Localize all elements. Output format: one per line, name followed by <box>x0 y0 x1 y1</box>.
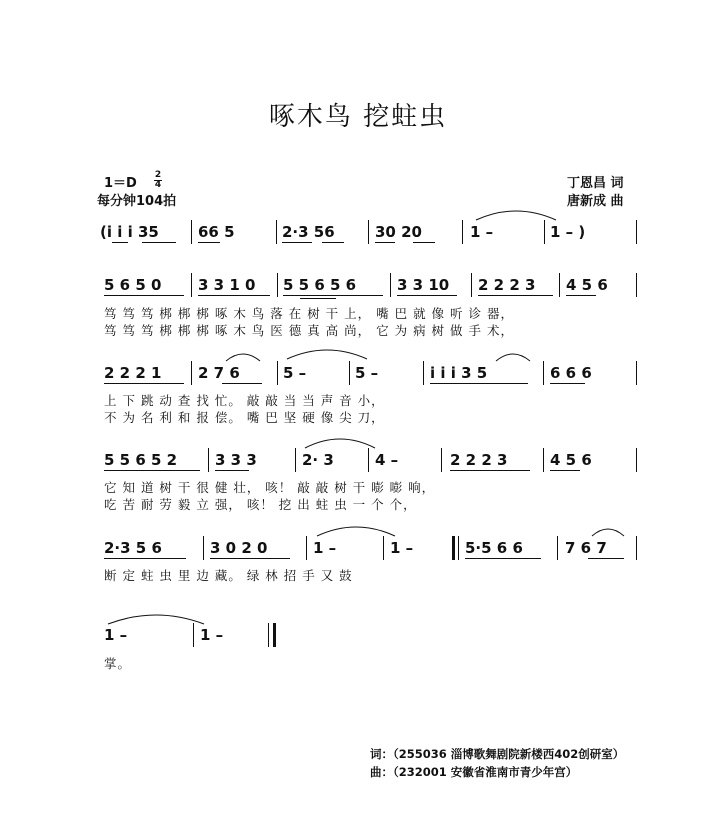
barline <box>543 448 544 472</box>
barline <box>636 448 637 472</box>
measure: 3 3 3 <box>215 451 257 469</box>
barline <box>636 361 637 385</box>
measure: 4 – <box>375 451 399 469</box>
barline <box>276 220 277 244</box>
lyric-line-1: 笃 笃 笃 梆 梆 梆 啄 木 鸟 落 在 树 干 上， 嘴 巴 就 像 听 诊 器， <box>104 306 514 321</box>
barline <box>368 220 369 244</box>
composer-address: 曲：（232001 安徽省淮南市青少年宫） <box>370 765 578 779</box>
measure: 5 – <box>283 364 307 382</box>
lyric-line-1: 上 下 跳 动 查 找 忙。 敲 敲 当 当 声 音 小， <box>104 393 385 408</box>
barline <box>208 448 209 472</box>
measure: 30 20 <box>375 223 422 241</box>
barline <box>277 273 278 297</box>
underline <box>566 295 596 296</box>
lyricist-credit: 丁恩昌 词 <box>567 176 624 191</box>
time-sig-bottom: 4 <box>154 180 162 190</box>
measure: 2· 3 <box>302 451 334 469</box>
measure: 1 – <box>104 626 128 644</box>
underline <box>215 470 249 471</box>
underline <box>375 242 395 243</box>
measure: 2 2 2 3 <box>478 276 536 294</box>
barline <box>277 361 278 385</box>
measure: 3 0 2 0 <box>210 539 268 557</box>
measure: 1 – ) <box>550 223 586 241</box>
tie <box>476 206 556 222</box>
barline <box>349 361 350 385</box>
barline <box>458 536 459 560</box>
underline <box>465 558 541 559</box>
measure: 2 7 6 <box>198 364 240 382</box>
measure: 4 5 6 <box>550 451 592 469</box>
slur <box>496 350 530 362</box>
measure: 66 5 <box>198 223 235 241</box>
lyric-line-1: 断 定 蛀 虫 里 边 藏。 绿 林 招 手 又 鼓 <box>104 568 353 583</box>
underline <box>300 298 336 299</box>
tempo-marking: 每分钟104拍 <box>97 194 177 209</box>
barline <box>295 448 296 472</box>
barline <box>268 623 269 647</box>
barline <box>544 220 545 244</box>
measure: 2 2 2 3 <box>450 451 508 469</box>
measure: 4 5 6 <box>566 276 608 294</box>
underline <box>112 242 128 243</box>
song-title: 啄木鸟 挖蛀虫 <box>268 102 448 132</box>
barline <box>191 220 192 244</box>
barline <box>306 536 307 560</box>
underline <box>283 295 383 296</box>
tie <box>317 522 395 538</box>
measure: 5·5 6 6 <box>465 539 523 557</box>
barline <box>557 536 558 560</box>
lyric-line-1: 掌。 <box>104 656 132 671</box>
measure: 6 6 6 <box>550 364 592 382</box>
underline <box>222 383 262 384</box>
barline <box>368 448 369 472</box>
underline <box>210 558 290 559</box>
lyric-line-2: 不 为 名 利 和 报 偿。 嘴 巴 坚 硬 像 尖 刀， <box>104 410 385 425</box>
barline <box>471 273 472 297</box>
barline <box>203 536 204 560</box>
time-signature <box>154 171 162 189</box>
underline <box>450 470 530 471</box>
underline <box>413 242 435 243</box>
barline <box>191 361 192 385</box>
underline <box>322 242 344 243</box>
measure: (i i i 35 <box>100 223 159 241</box>
barline <box>543 361 544 385</box>
tie <box>287 345 367 361</box>
underline <box>104 558 186 559</box>
underline <box>550 383 585 384</box>
barline <box>191 273 192 297</box>
measure: 7 6 7 <box>565 539 607 557</box>
barline <box>462 220 463 244</box>
underline <box>104 470 200 471</box>
measure: 1 – <box>470 223 494 241</box>
measure: 5 5 6 5 6 <box>283 276 357 294</box>
underline <box>282 242 312 243</box>
measure: 5 – <box>355 364 379 382</box>
barline <box>441 448 442 472</box>
repeat-barline <box>452 536 455 560</box>
underline <box>588 558 624 559</box>
slur <box>592 525 624 537</box>
barline <box>559 273 560 297</box>
underline <box>198 295 270 296</box>
measure: 1 – <box>390 539 414 557</box>
measure: i i i 3 5 <box>430 364 488 382</box>
measure: 1 – <box>200 626 224 644</box>
measure: 3 3 10 <box>397 276 450 294</box>
lyric-line-1: 它 知 道 树 干 很 健 壮， 咳！ 敲 敲 树 干 嘭 嘭 响， <box>104 480 436 495</box>
time-sig-top: 2 <box>154 170 162 180</box>
underline <box>478 295 553 296</box>
underline <box>104 383 184 384</box>
slur <box>226 350 260 362</box>
barline <box>423 361 424 385</box>
underline <box>142 242 176 243</box>
composer-credit: 唐新成 曲 <box>567 194 624 209</box>
measure: 1 – <box>313 539 337 557</box>
underline <box>198 242 220 243</box>
barline <box>636 536 637 560</box>
underline <box>550 470 580 471</box>
measure: 2 2 2 1 <box>104 364 162 382</box>
tie <box>108 610 204 626</box>
measure: 2·3 5 6 <box>104 539 162 557</box>
lyric-line-2: 笃 笃 笃 梆 梆 梆 啄 木 鸟 医 德 真 高 尚， 它 为 病 树 做 手 术， <box>104 323 514 338</box>
barline <box>636 220 637 244</box>
barline <box>193 623 194 647</box>
barline <box>383 536 384 560</box>
barline <box>390 273 391 297</box>
underline <box>397 295 457 296</box>
underline <box>104 295 184 296</box>
slur <box>305 434 375 450</box>
key-signature: 1＝D <box>104 176 137 191</box>
barline <box>636 273 637 297</box>
measure: 5 6 5 0 <box>104 276 162 294</box>
underline <box>478 383 528 384</box>
final-barline <box>273 623 276 647</box>
measure: 2·3 56 <box>282 223 335 241</box>
lyric-line-2: 吃 苦 耐 劳 毅 立 强， 咳！ 挖 出 蛀 虫 一 个 个， <box>104 497 417 512</box>
measure: 5 5 6 5 2 <box>104 451 178 469</box>
measure: 3 3 1 0 <box>198 276 256 294</box>
lyricist-address: 词：（255036 淄博歌舞剧院新楼西402创研室） <box>370 747 625 761</box>
